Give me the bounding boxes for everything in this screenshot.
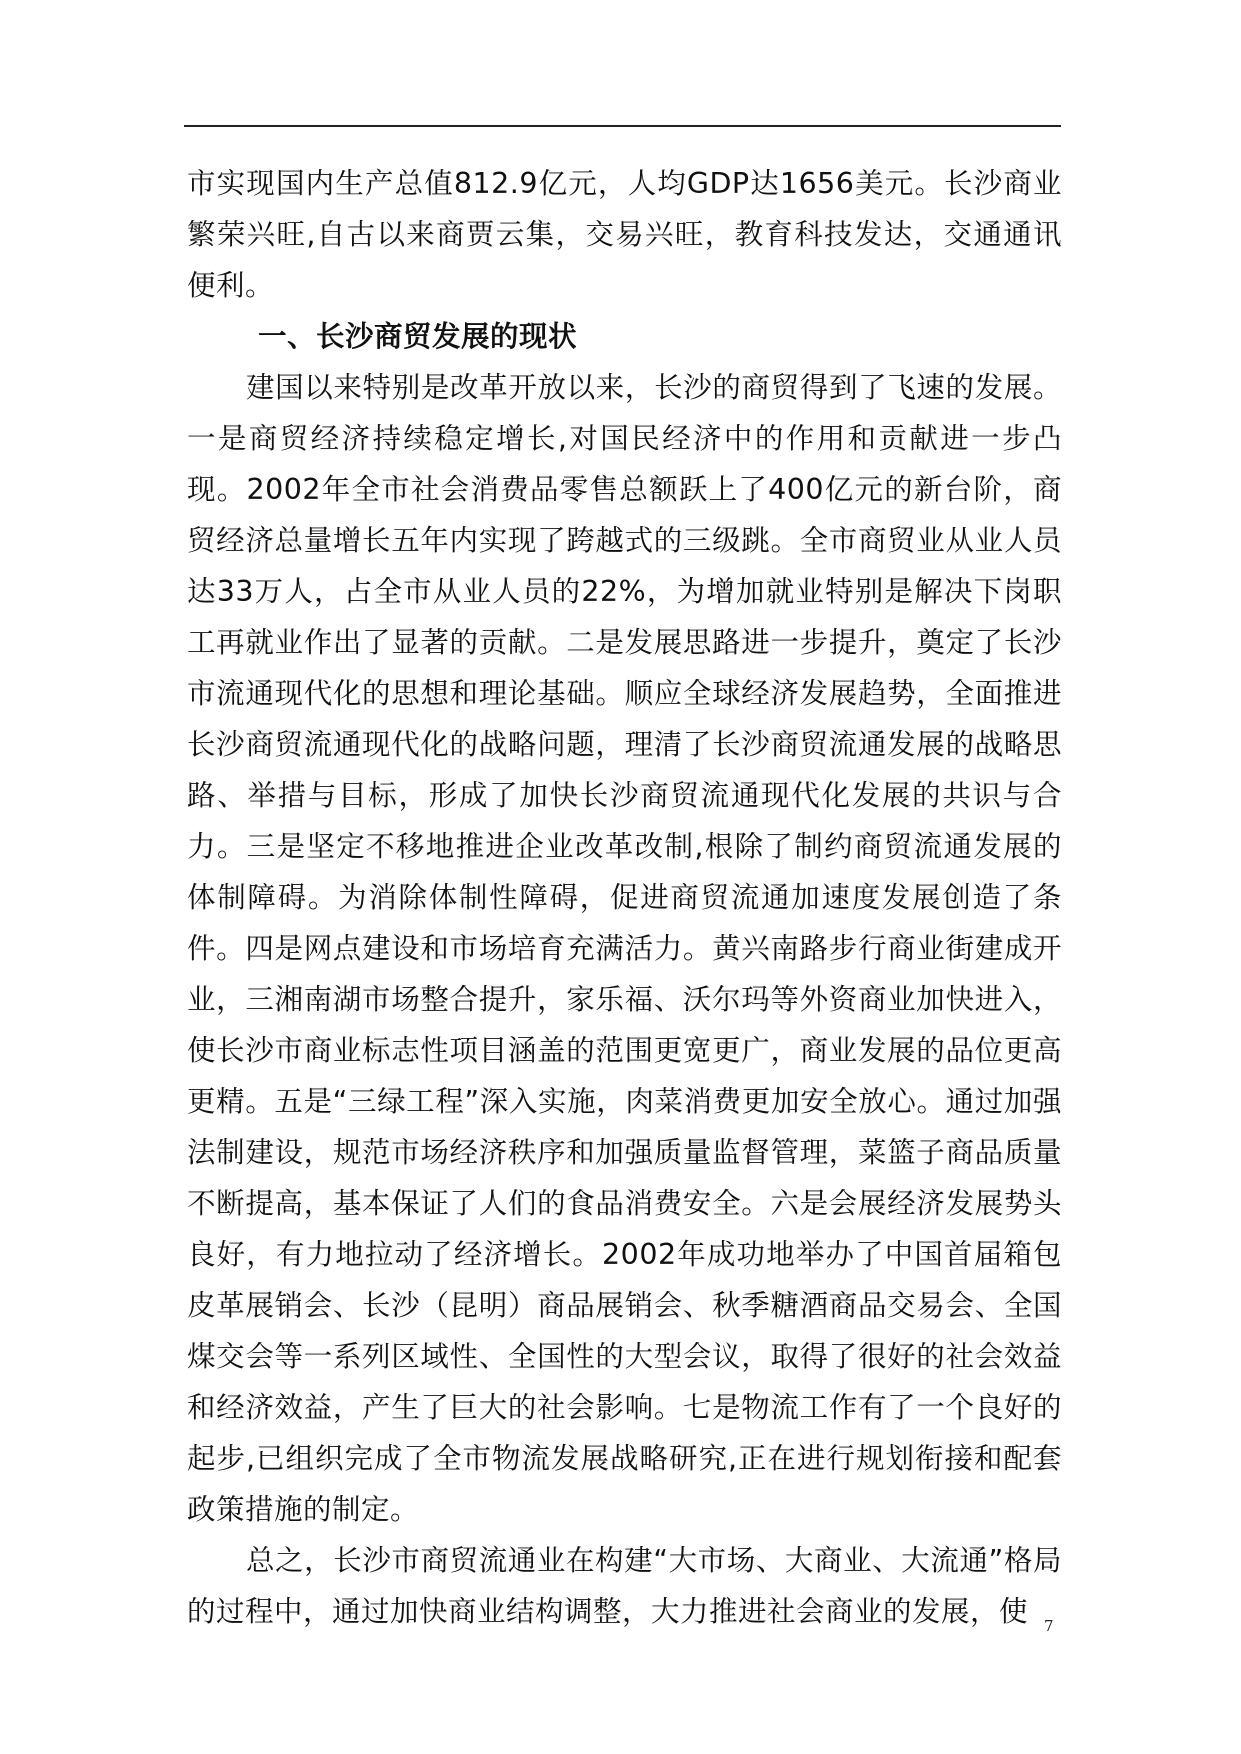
page-number: 7 xyxy=(1044,1617,1054,1635)
paragraph-current-status: 建国以来特别是改革开放以来，长沙的商贸得到了飞速的发展。一是商贸经济持续稳定增长,对国民经济中的作用和贡献进一步凸现。2002年全市社会消费品零售总额跃上了400亿元的新台阶，商贸经济总量增长五年内实现了跨越式的三级跳。全市商贸业从业人员达33万人，占全市从业人员的22%，为增加就业特别是解决下岗职工再就业作出了显著的贡献。二是发展思路进一步提升，奠定了长沙市流通现代化的思想和理论基础。顺应全球经济发展趋势，全面推进长沙商贸流通现代化的战略问题，理清了长沙商贸流通发展的战略思路、举措与目标，形成了加快长沙商贸流通现代化发展的共识与合力。三是坚定不移地推进企业改革改制,根除了制约商贸流通发展的体制障碍。为消除体制性障碍，促进商贸流通加速度发展创造了条件。四是网点建设和市场培育充满活力。黄兴南路步行商业街建成开业，三湘南湖市场整合提升，家乐福、沃尔玛等外资商业加快进入，使长沙市商业标志性项目涵盖的范围更宽更广，商业发展的品位更高更精。五是“三绿工程”深入实施，肉菜消费更加安全放心。通过加强法制建设，规范市场经济秩序和加强质量监督管理，菜篮子商品质量不断提高，基本保证了人们的食品消费安全。六是会展经济发展势头良好，有力地拉动了经济增长。2002年成功地举办了中国首届箱包皮革展销会、长沙（昆明）商品展销会、秋季糖酒商品交易会、全国煤交会等一系列区域性、全国性的大型会议，取得了很好的社会效益和经济效益，产生了巨大的社会影响。七是物流工作有了一个良好的起步,已组织完成了全市物流发展战略研究,正在进行规划衔接和配套政策措施的制定。 xyxy=(187,371,1062,1526)
document-body xyxy=(187,158,1062,1637)
header-rule xyxy=(184,125,1061,127)
paragraph-intro-continuation: 市实现国内生产总值812.9亿元，人均GDP达1656美元。长沙商业繁荣兴旺,自古以来商贾云集，交易兴旺，教育科技发达，交通通讯便利。 xyxy=(187,167,1062,302)
section-heading: 一、长沙商贸发展的现状 xyxy=(258,320,578,353)
paragraph-summary: 总之，长沙市商贸流通业在构建“大市场、大商业、大流通”格局的过程中，通过加快商业结构调整，大力推进社会商业的发展，使 xyxy=(187,1544,1062,1628)
